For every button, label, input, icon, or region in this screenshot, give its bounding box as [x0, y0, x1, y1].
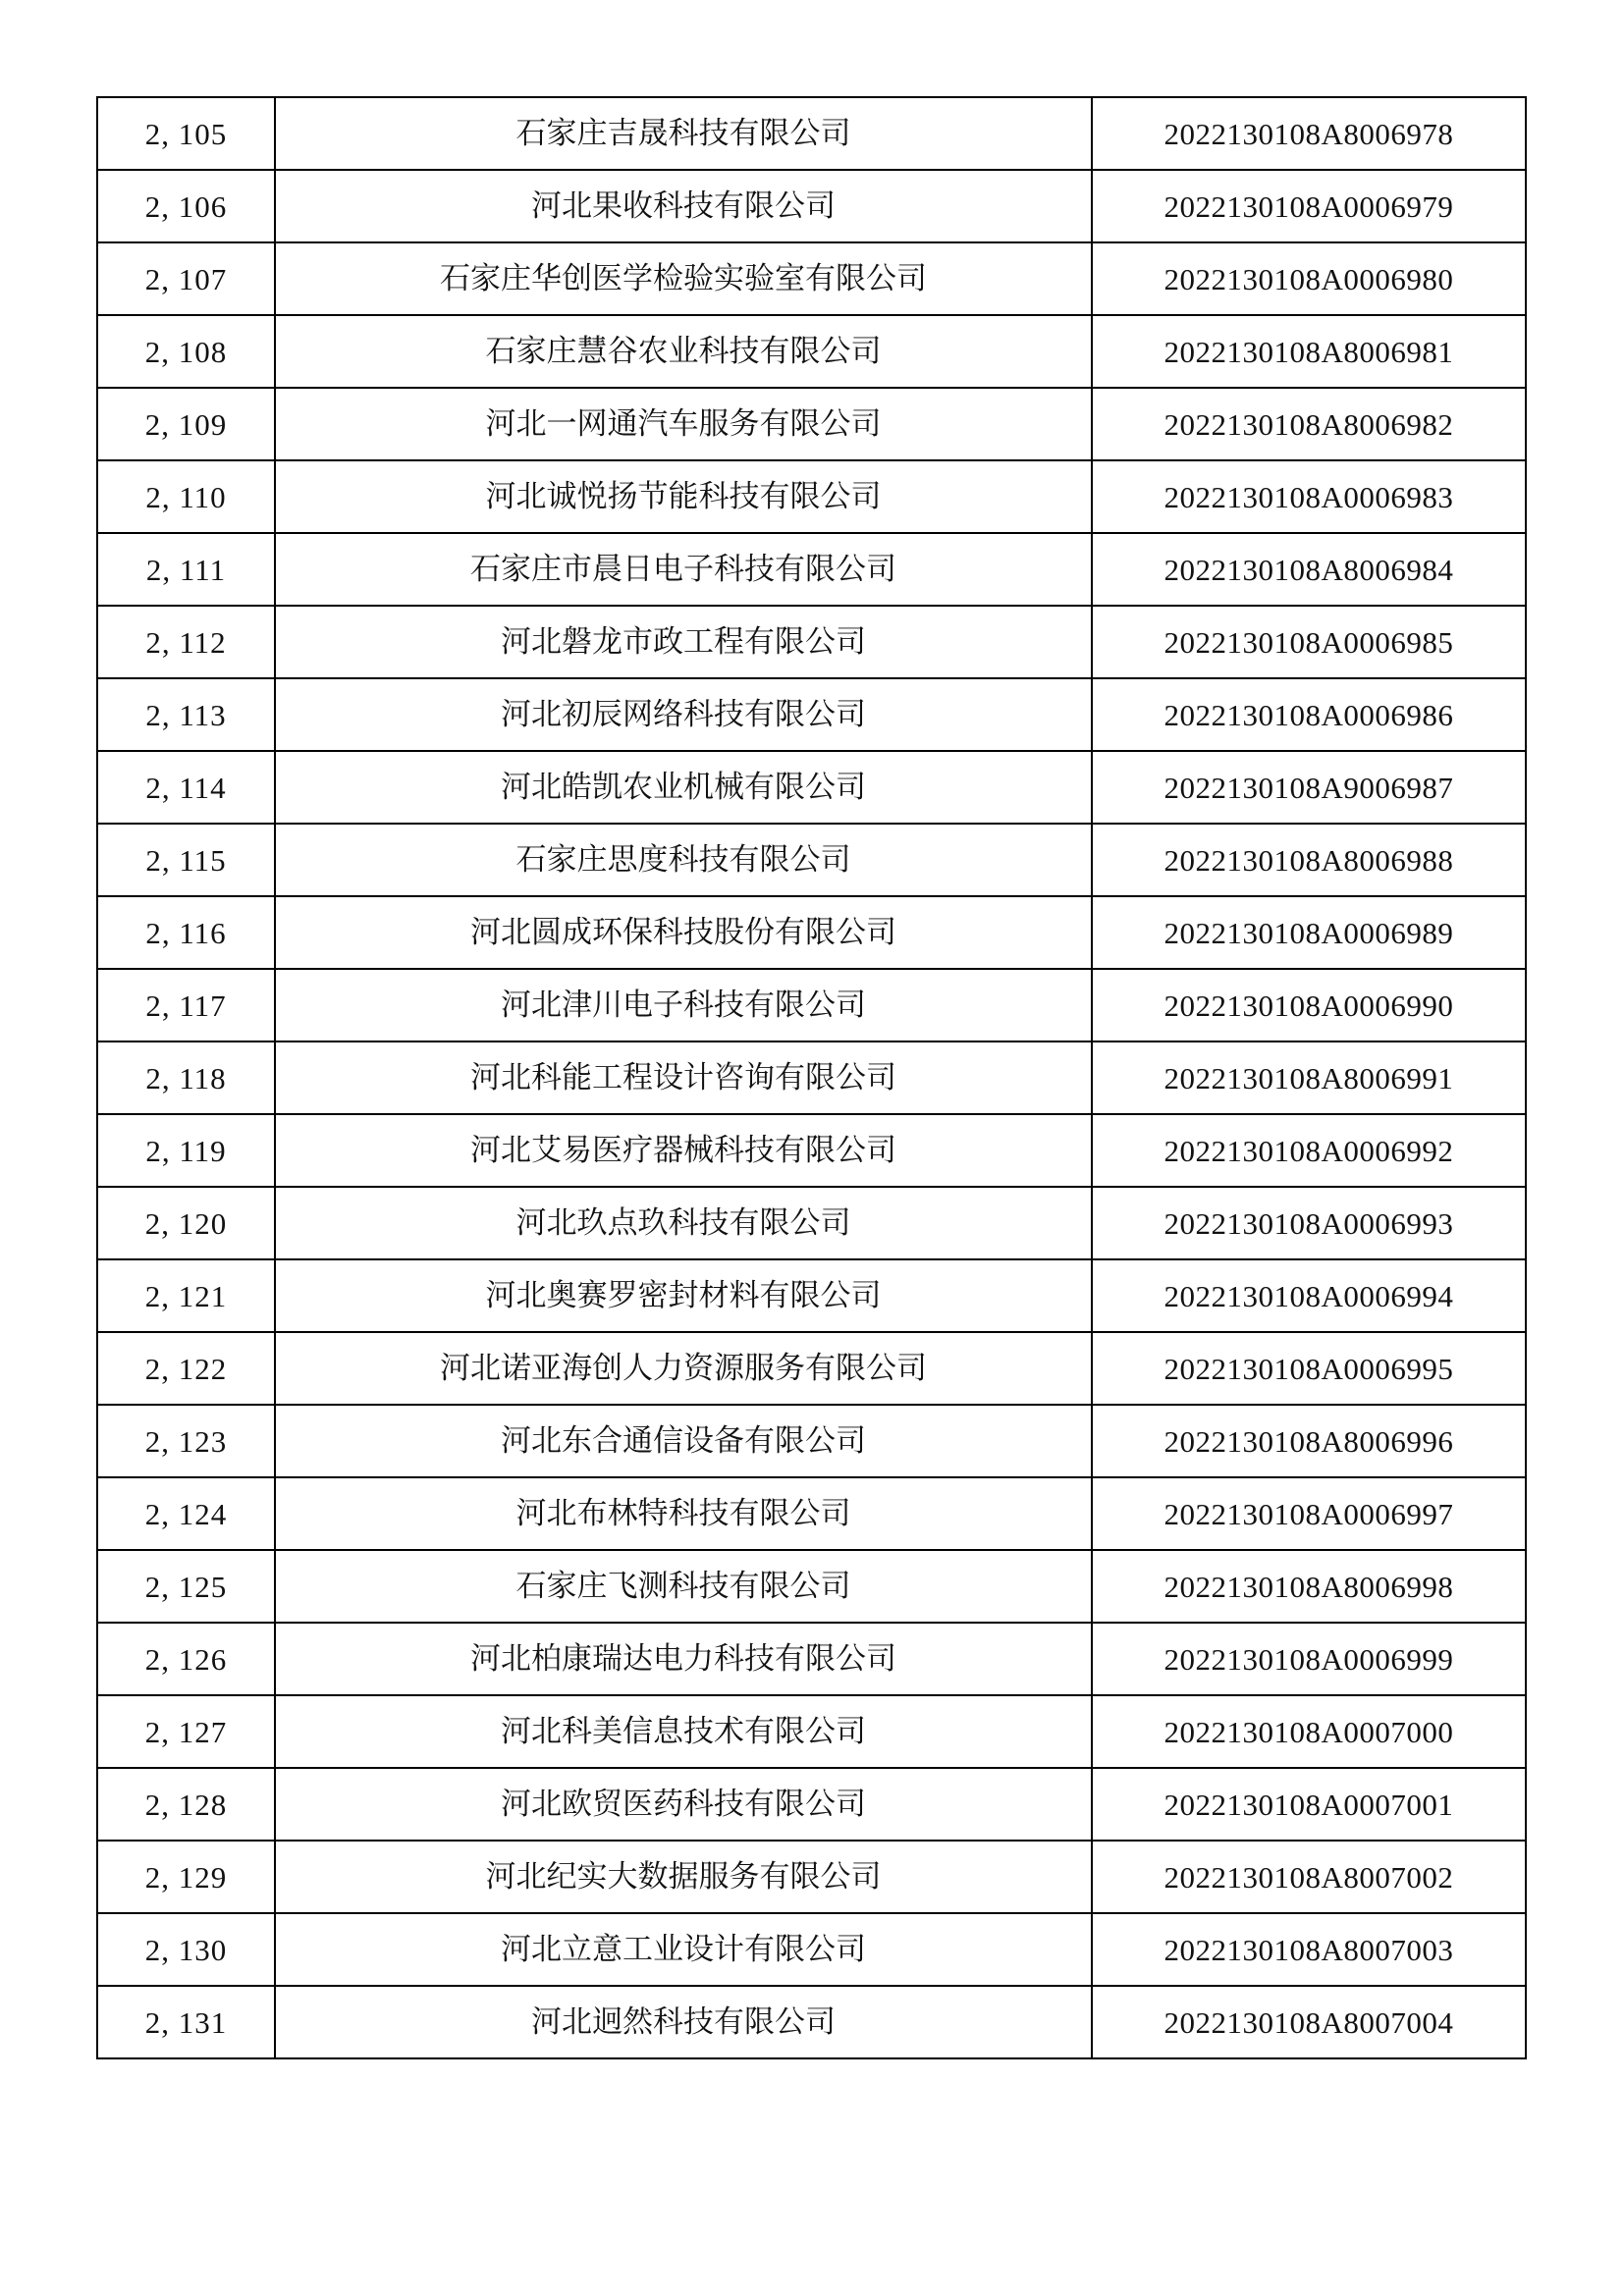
row-index: 2, 119 [97, 1114, 275, 1187]
row-index: 2, 129 [97, 1841, 275, 1913]
registration-code: 2022130108A0007001 [1092, 1768, 1526, 1841]
row-index: 2, 111 [97, 533, 275, 606]
company-name: 石家庄华创医学检验实验室有限公司 [275, 242, 1092, 315]
table-row [97, 1913, 1526, 1986]
table-body [97, 97, 1526, 2058]
registration-code: 2022130108A8006978 [1092, 97, 1526, 170]
company-name: 河北艾易医疗器械科技有限公司 [275, 1114, 1092, 1187]
table-row [97, 751, 1526, 824]
table-row [97, 1114, 1526, 1187]
table-row [97, 1332, 1526, 1405]
company-registry-table [96, 96, 1527, 2059]
company-name: 河北诺亚海创人力资源服务有限公司 [275, 1332, 1092, 1405]
table-row [97, 1187, 1526, 1259]
table-row [97, 533, 1526, 606]
registration-code: 2022130108A8007002 [1092, 1841, 1526, 1913]
company-name: 石家庄吉晟科技有限公司 [275, 97, 1092, 170]
row-index: 2, 108 [97, 315, 275, 388]
company-name: 河北津川电子科技有限公司 [275, 969, 1092, 1041]
registration-code: 2022130108A0006995 [1092, 1332, 1526, 1405]
company-name: 河北纪实大数据服务有限公司 [275, 1841, 1092, 1913]
registration-code: 2022130108A0006990 [1092, 969, 1526, 1041]
registration-code: 2022130108A8006981 [1092, 315, 1526, 388]
row-index: 2, 107 [97, 242, 275, 315]
registration-code: 2022130108A8007003 [1092, 1913, 1526, 1986]
table-row [97, 1550, 1526, 1623]
row-index: 2, 115 [97, 824, 275, 896]
company-name: 河北圆成环保科技股份有限公司 [275, 896, 1092, 969]
table-row [97, 1477, 1526, 1550]
registration-code: 2022130108A0006993 [1092, 1187, 1526, 1259]
row-index: 2, 109 [97, 388, 275, 460]
row-index: 2, 130 [97, 1913, 275, 1986]
company-name: 河北果收科技有限公司 [275, 170, 1092, 242]
row-index: 2, 121 [97, 1259, 275, 1332]
company-name: 石家庄市晨日电子科技有限公司 [275, 533, 1092, 606]
company-name: 河北玖点玖科技有限公司 [275, 1187, 1092, 1259]
registration-code: 2022130108A0006997 [1092, 1477, 1526, 1550]
company-name: 河北诚悦扬节能科技有限公司 [275, 460, 1092, 533]
table-row [97, 315, 1526, 388]
registration-code: 2022130108A9006987 [1092, 751, 1526, 824]
table-row [97, 678, 1526, 751]
table-row [97, 824, 1526, 896]
table-row [97, 170, 1526, 242]
registration-code: 2022130108A0006979 [1092, 170, 1526, 242]
registration-code: 2022130108A8006984 [1092, 533, 1526, 606]
company-name: 河北皓凯农业机械有限公司 [275, 751, 1092, 824]
table-row [97, 1405, 1526, 1477]
row-index: 2, 131 [97, 1986, 275, 2058]
row-index: 2, 110 [97, 460, 275, 533]
company-name: 河北布林特科技有限公司 [275, 1477, 1092, 1550]
company-name: 河北初辰网络科技有限公司 [275, 678, 1092, 751]
table-row [97, 1259, 1526, 1332]
company-name: 河北科能工程设计咨询有限公司 [275, 1041, 1092, 1114]
registration-code: 2022130108A0006994 [1092, 1259, 1526, 1332]
row-index: 2, 118 [97, 1041, 275, 1114]
table-row [97, 1841, 1526, 1913]
table-row [97, 1768, 1526, 1841]
row-index: 2, 122 [97, 1332, 275, 1405]
company-name: 河北东合通信设备有限公司 [275, 1405, 1092, 1477]
registration-code: 2022130108A8006996 [1092, 1405, 1526, 1477]
company-name: 石家庄慧谷农业科技有限公司 [275, 315, 1092, 388]
table-row [97, 969, 1526, 1041]
table-row [97, 1695, 1526, 1768]
row-index: 2, 120 [97, 1187, 275, 1259]
table-row [97, 242, 1526, 315]
row-index: 2, 123 [97, 1405, 275, 1477]
table-row [97, 1623, 1526, 1695]
row-index: 2, 124 [97, 1477, 275, 1550]
registration-code: 2022130108A0007000 [1092, 1695, 1526, 1768]
company-name: 河北柏康瑞达电力科技有限公司 [275, 1623, 1092, 1695]
registration-code: 2022130108A8006988 [1092, 824, 1526, 896]
company-name: 河北一网通汽车服务有限公司 [275, 388, 1092, 460]
row-index: 2, 126 [97, 1623, 275, 1695]
registration-code: 2022130108A0006983 [1092, 460, 1526, 533]
row-index: 2, 117 [97, 969, 275, 1041]
registration-code: 2022130108A0006989 [1092, 896, 1526, 969]
registration-code: 2022130108A0006985 [1092, 606, 1526, 678]
company-name: 河北科美信息技术有限公司 [275, 1695, 1092, 1768]
table-row [97, 896, 1526, 969]
row-index: 2, 125 [97, 1550, 275, 1623]
row-index: 2, 112 [97, 606, 275, 678]
registration-code: 2022130108A0006980 [1092, 242, 1526, 315]
company-name: 河北立意工业设计有限公司 [275, 1913, 1092, 1986]
company-name: 河北欧贸医药科技有限公司 [275, 1768, 1092, 1841]
row-index: 2, 106 [97, 170, 275, 242]
registration-code: 2022130108A0006999 [1092, 1623, 1526, 1695]
company-name: 石家庄飞测科技有限公司 [275, 1550, 1092, 1623]
company-name: 石家庄思度科技有限公司 [275, 824, 1092, 896]
registration-code: 2022130108A8007004 [1092, 1986, 1526, 2058]
table-row [97, 1986, 1526, 2058]
registration-code: 2022130108A8006998 [1092, 1550, 1526, 1623]
row-index: 2, 105 [97, 97, 275, 170]
row-index: 2, 114 [97, 751, 275, 824]
table-row [97, 460, 1526, 533]
registration-code: 2022130108A8006991 [1092, 1041, 1526, 1114]
company-name: 河北磐龙市政工程有限公司 [275, 606, 1092, 678]
row-index: 2, 128 [97, 1768, 275, 1841]
row-index: 2, 113 [97, 678, 275, 751]
registration-code: 2022130108A8006982 [1092, 388, 1526, 460]
company-name: 河北奥赛罗密封材料有限公司 [275, 1259, 1092, 1332]
company-name: 河北迥然科技有限公司 [275, 1986, 1092, 2058]
table-row [97, 388, 1526, 460]
registration-code: 2022130108A0006992 [1092, 1114, 1526, 1187]
table-row [97, 97, 1526, 170]
table-row [97, 1041, 1526, 1114]
registration-code: 2022130108A0006986 [1092, 678, 1526, 751]
row-index: 2, 116 [97, 896, 275, 969]
row-index: 2, 127 [97, 1695, 275, 1768]
table-row [97, 606, 1526, 678]
